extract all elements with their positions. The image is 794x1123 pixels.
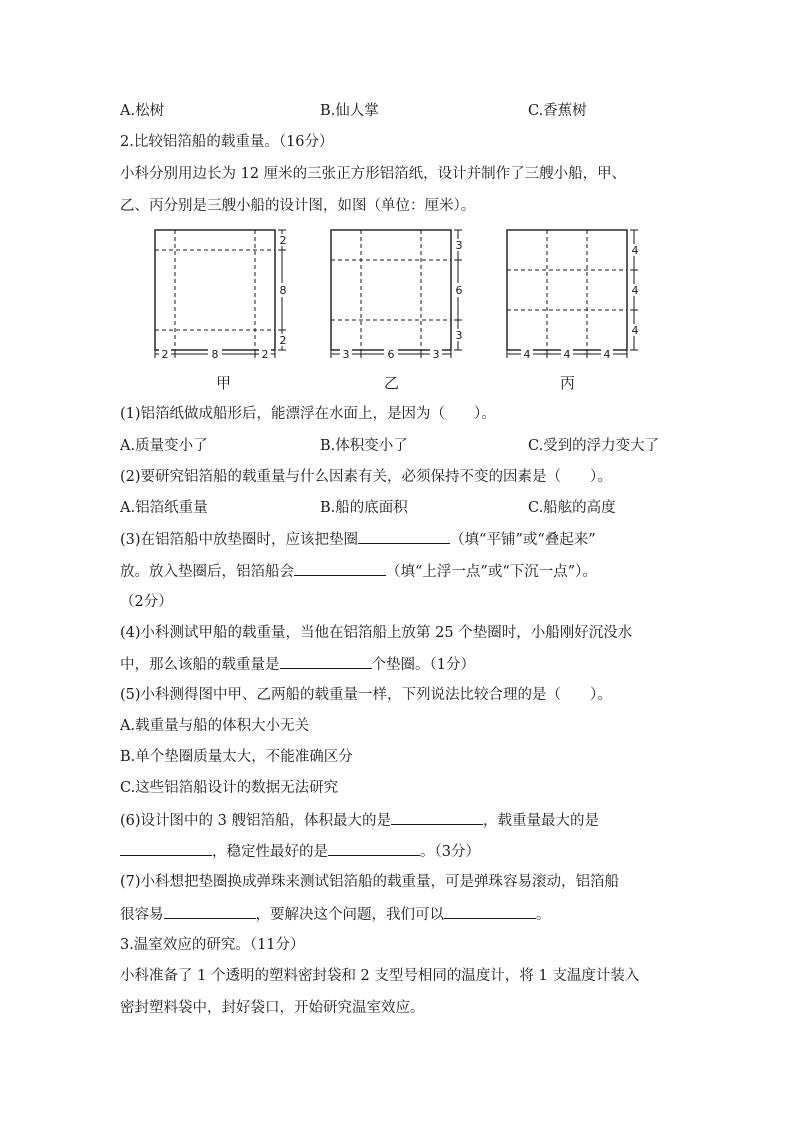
q2-part6-blank-1[interactable] [391, 810, 483, 825]
q2-part6-blank-2[interactable] [120, 841, 212, 856]
q2-part3-blank-2[interactable] [294, 561, 386, 576]
q3-line2: 密封塑料袋中，封好袋口，开始研究温室效应。 [120, 1000, 425, 1016]
jia-dim-bottom-1: 2 [161, 348, 169, 361]
figure-bing [500, 228, 650, 363]
q2-part6-blank-3[interactable] [328, 841, 420, 856]
yi-dim-bottom-1: 3 [342, 348, 350, 361]
jia-dim-right-1: 2 [279, 234, 287, 247]
q2-part4-blank[interactable] [280, 654, 372, 669]
q2-intro-2: 乙、丙分别是三艘小船的设计图，如图（单位：厘米）。 [120, 198, 476, 214]
q2-part4-line2 [120, 654, 475, 675]
q3-line1: 小科准备了 1 个透明的塑料密封袋和 2 支型号相同的温度计，将 1 支温度计装入 [120, 968, 640, 984]
q3-title: 3.温室效应的研究。（11分） [120, 937, 305, 953]
q2-part3-text-d: （填“上浮一点”或“下沉一点”）。 [386, 564, 597, 580]
jia-dim-right-3: 2 [279, 334, 287, 347]
q2-part3-blank-1[interactable] [358, 529, 450, 544]
q2-part3-score: （2分） [120, 594, 173, 610]
q2-part6-line2 [120, 841, 480, 862]
q2-part4-line1: (4)小科测试甲船的载重量，当他在铝箔船上放第 25 个垫圈时，小船刚好沉没水 [120, 625, 633, 641]
figure-yi [324, 228, 474, 363]
q2-part6-text-c: ，稳定性最好的是 [212, 844, 328, 860]
bing-dim-right-3: 4 [631, 324, 639, 337]
figure-jia-label: 甲 [216, 374, 232, 392]
q2-part2-option-a: A.铝箔纸重量 [120, 500, 208, 516]
q2-part3-line1 [120, 529, 596, 550]
yi-dim-right-2: 6 [455, 284, 463, 297]
q2-part6-text-d: 。（3分） [420, 844, 480, 860]
q2-part7-text-d: 。 [536, 907, 551, 923]
figure-yi-diagram [324, 228, 474, 363]
q1-option-b: B.仙人掌 [320, 103, 379, 119]
q2-part7-blank-1[interactable] [164, 904, 256, 919]
yi-dim-bottom-2: 6 [387, 348, 395, 361]
q2-part2-option-c: C.船舷的高度 [528, 500, 616, 516]
figure-yi-label: 乙 [384, 374, 400, 392]
bing-dim-right-2: 4 [631, 284, 639, 297]
q2-part6-text-a: (6)设计图中的 3 艘铝箔船，体积最大的是 [120, 813, 391, 829]
yi-dim-bottom-3: 3 [432, 348, 440, 361]
q2-part4-text-b: 中，那么该船的载重量是 [120, 657, 280, 673]
q2-intro-1: 小科分别用边长为 12 厘米的三张正方形铝箔纸，设计并制作了三艘小船，甲、 [120, 166, 627, 182]
q2-part5-option-b: B.单个垫圈质量太大，不能准确区分 [120, 749, 353, 765]
bing-dim-bottom-3: 4 [603, 348, 611, 361]
q2-part6-line1 [120, 810, 599, 831]
q1-option-a: A.松树 [120, 103, 165, 119]
q2-part7-text-c: ，要解决这个问题，我们可以 [255, 907, 444, 923]
figure-jia [148, 228, 298, 363]
q2-part2: (2)要研究铝箔船的载重量与什么因素有关，必须保持不变的因素是（ ）。 [120, 469, 612, 485]
figure-bing-diagram [500, 228, 650, 363]
q2-part7-blank-2[interactable] [444, 904, 536, 919]
q2-part3-text-a: (3)在铝箔船中放垫圈时，应该把垫圈 [120, 532, 359, 548]
q2-part5-option-c: C.这些铝箔船设计的数据无法研究 [120, 780, 339, 796]
q2-part3-text-b: （填“平铺”或“叠起来” [450, 532, 596, 548]
figure-bing-label: 丙 [560, 374, 576, 392]
q2-part3-line2 [120, 561, 597, 582]
q2-part4-text-c: 个垫圈。（1分） [371, 657, 475, 673]
figure-jia-diagram [148, 228, 298, 363]
jia-dim-right-2: 8 [279, 284, 287, 297]
q2-part7-line1: (7)小科想把垫圈换成弹珠来测试铝箔船的载重量，可是弹珠容易滚动，铝箔船 [120, 874, 620, 890]
q2-part1-option-c: C.受到的浮力变大了 [528, 438, 660, 454]
q2-part2-option-b: B.船的底面积 [320, 500, 408, 516]
jia-dim-bottom-3: 2 [261, 348, 269, 361]
jia-dim-bottom-2: 8 [211, 348, 219, 361]
q1-option-c: C.香蕉树 [528, 103, 587, 119]
q2-part1: (1)铝箔纸做成船形后，能漂浮在水面上，是因为（ ）。 [120, 406, 496, 422]
q2-part7-text-b: 很容易 [120, 907, 164, 923]
q2-part7-line2 [120, 904, 551, 925]
q2-part5: (5)小科测得图中甲、乙两船的载重量一样，下列说法比较合理的是（ ）。 [120, 687, 612, 703]
yi-dim-right-3: 3 [455, 329, 463, 342]
q2-part1-option-a: A.质量变小了 [120, 438, 208, 454]
q2-part1-option-b: B.体积变小了 [320, 438, 408, 454]
yi-dim-right-1: 3 [455, 239, 463, 252]
bing-dim-bottom-1: 4 [523, 348, 531, 361]
bing-dim-right-1: 4 [631, 244, 639, 257]
q2-part3-text-c: 放。放入垫圈后，铝箔船会 [120, 564, 294, 580]
q2-title: 2.比较铝箔船的载重量。（16分） [120, 134, 334, 150]
bing-dim-bottom-2: 4 [563, 348, 571, 361]
q2-part6-text-b: ，载重量最大的是 [482, 813, 599, 829]
q2-part5-option-a: A.载重量与船的体积大小无关 [120, 718, 310, 734]
